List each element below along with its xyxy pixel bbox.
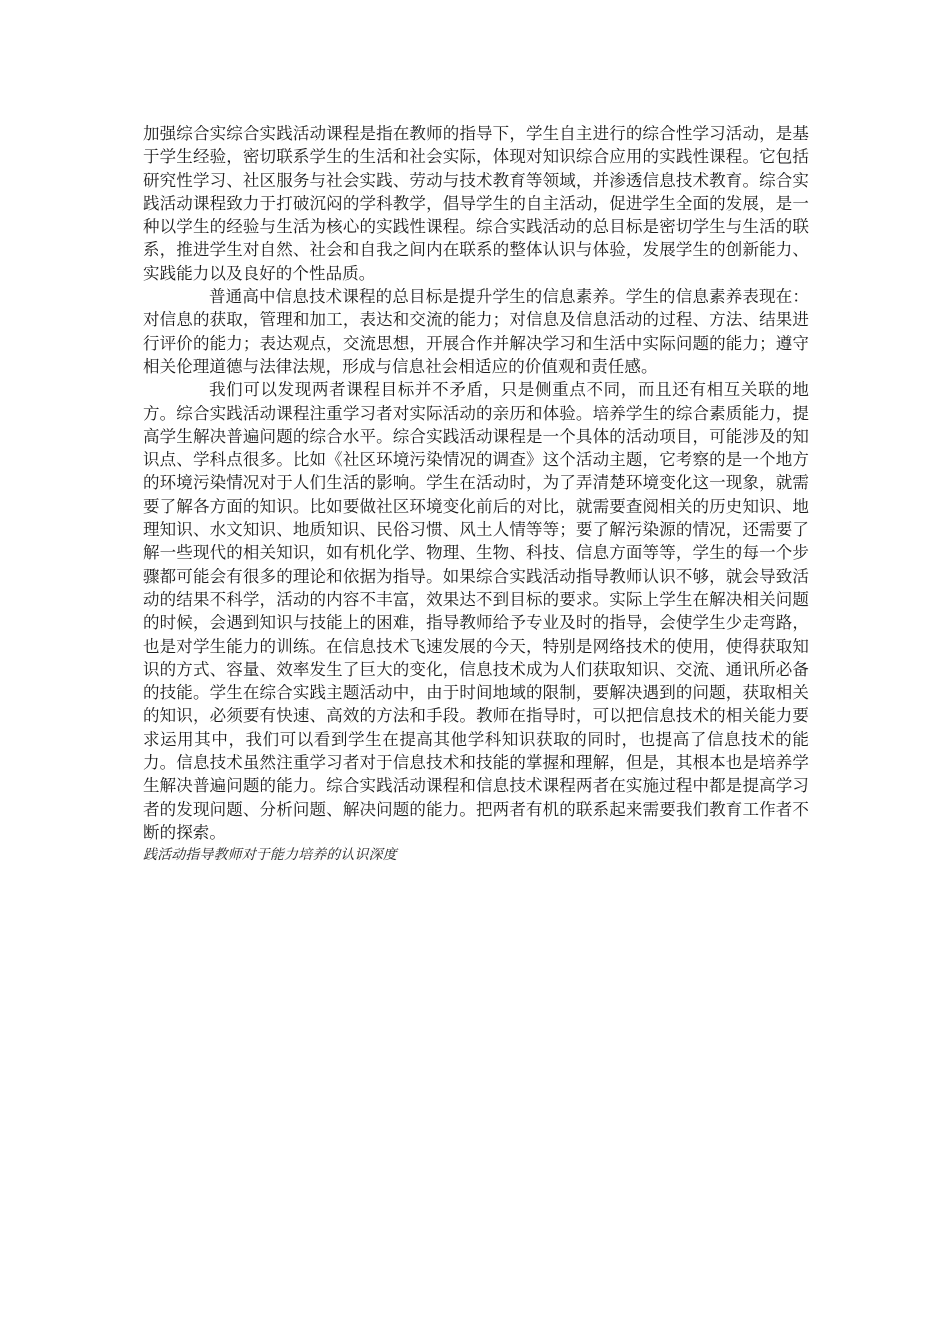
caption-text: 践活动指导教师对于能力培养的认识深度 <box>143 847 397 864</box>
paragraph-it-goals: 普通高中信息技术课程的总目标是提升学生的信息素养。学生的信息素养表现在：对信息的获取，管理和加工，表达和交流的能力；对信息及信息活动的过程、方法、结果进行评价的能力；表达观点，交流思想，开展合作并解决学习和生活中实际问题的能力；遵守相关伦理道德与法律法规，形成与信息社会相适应的价值观和责任感。 <box>143 287 809 376</box>
paragraph-intro: 加强综合实综合实践活动课程是指在教师的指导下，学生自主进行的综合性学习活动，是基于学生经验，密切联系学生的生活和社会实际，体现对知识综合应用的实践性课程。它包括研究性学习、社区服务与社会实践、劳动与技术教育等领域，并渗透信息技术教育。综合实践活动课程致力于打破沉闷的学科教学，倡导学生的自主活动，促进学生全面的发展，是一种以学生的经验与生活为核心的实践性课程。综合实践活动的总目标是密切学生与生活的联系，推进学生对自然、社会和自我之间内在联系的整体认识与体验，发展学生的创新能力、实践能力以及良好的个性品质。 <box>143 124 809 283</box>
paragraph-comparison: 我们可以发现两者课程目标并不矛盾，只是侧重点不同，而且还有相互关联的地方。综合实践活动课程注重学习者对实际活动的亲历和体验。培养学生的综合素质能力，提高学生解决普遍问题的综合水平。综合实践活动课程是一个具体的活动项目，可能涉及的知识点、学科点很多。比如《社区环境污染情况的调查》这个活动主题，它考察的是一个地方的环境污染情况对于人们生活的影响。学生在活动时，为了弄清楚环境变化这一现象，就需要了解各方面的知识。比如要做社区环境变化前后的对比，就需要查阅相关的历史知识、地理知识、水文知识、地质知识、民俗习惯、风土人情等等；要了解污染源的情况，还需要了解一些现代的相关知识，如有机化学、物理、生物、科技、信息方面等等，学生的每一个步骤都可能会有很多的理论和依据为指导。如果综合实践活动指导教师认识不够，就会导致活动的结果不科学，活动的内容不丰富，效果达不到目标的要求。实际上学生在解决相关问题的时候，会遇到知识与技能上的困难，指导教师给予专业及时的指导，会使学生少走弯路，也是对学生能力的训练。在信息技术飞速发展的今天，特别是网络技术的使用，使得获取知识的方式、容量、效率发生了巨大的变化，信息技术成为人们获取知识、交流、通讯所必备的技能。学生在综合实践主题活动中，由于时间地域的限制，要解决遇到的问题，获取相关的知识，必须要有快速、高效的方法和手段。教师在指导时，可以把信息技术的相关能力要求运用其中，我们可以看到学生在提高其他学科知识获取的同时，也提高了信息技术的能力。信息技术虽然注重学习者对于信息技术和技能的掌握和理解，但是，其根本也是培养学生解决普遍问题的能力。综合实践活动课程和信息技术课程两者在实施过程中都是提高学习者的发现问题、分析问题、解决问题的能力。把两者有机的联系起来需要我们教育工作者不断的探索。 <box>143 380 809 842</box>
document-body <box>143 122 809 866</box>
